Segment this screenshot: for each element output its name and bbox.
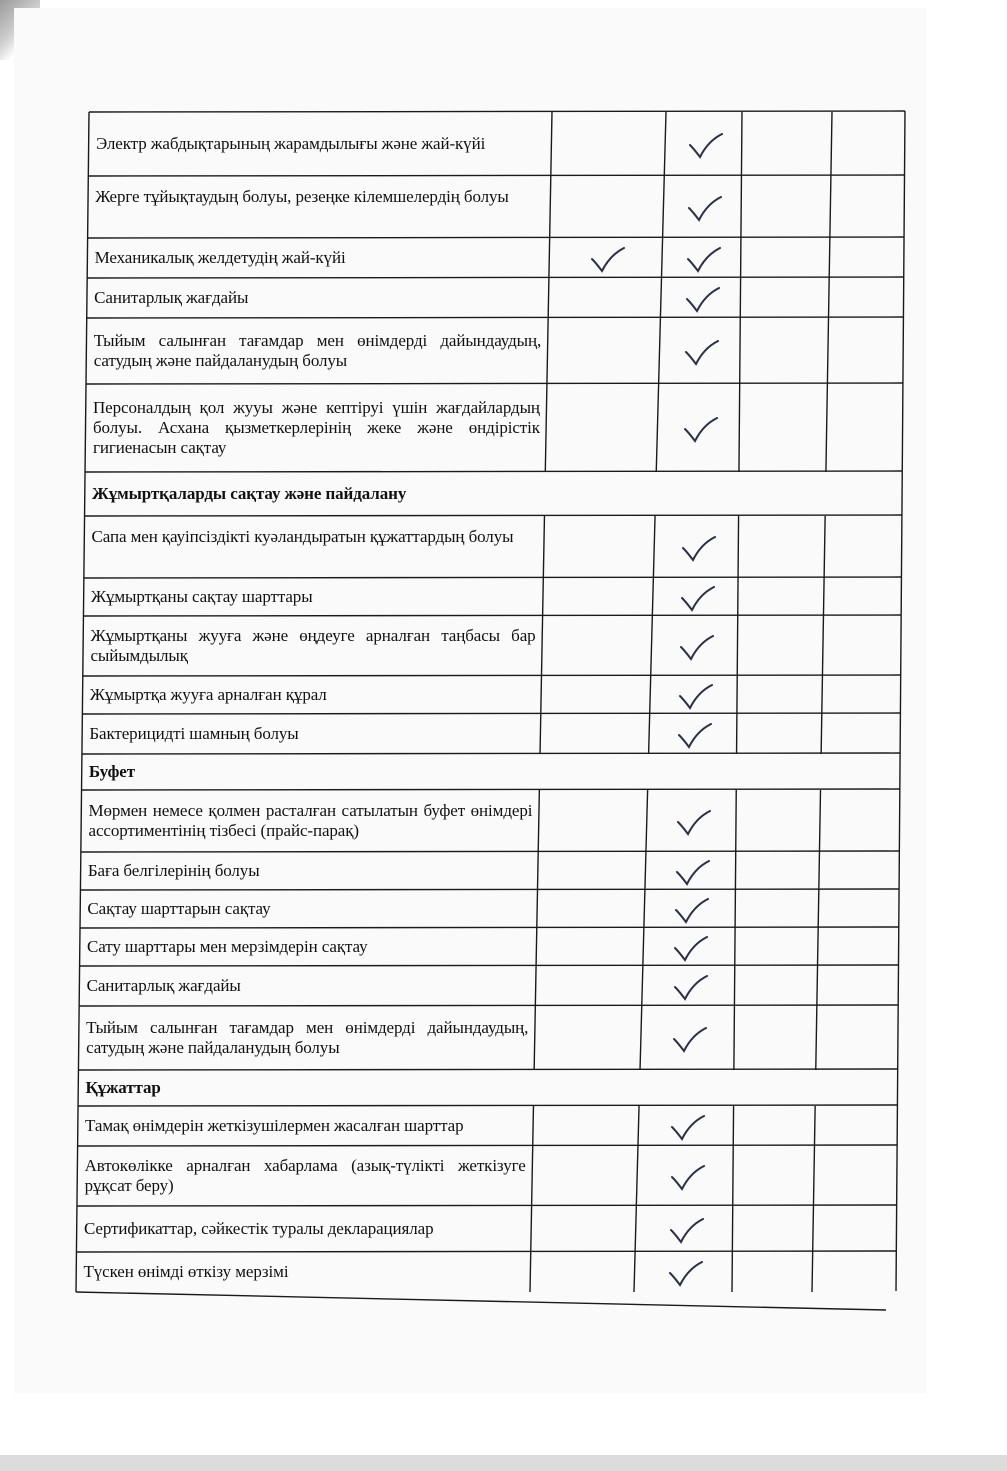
item-label: Автокөлікке арналған хабарлама (азық-түлікті жеткізуге рұқсат беру) <box>84 1156 526 1195</box>
column-border <box>643 928 644 966</box>
column-border <box>636 1146 638 1206</box>
column-border <box>538 790 539 852</box>
column-border <box>640 1006 642 1070</box>
row-border <box>79 1005 898 1006</box>
item-label: Баға белгілерінің болуы <box>87 861 260 880</box>
column-border <box>547 318 548 384</box>
table-bottom-border <box>76 1292 886 1310</box>
column-border <box>817 966 818 1006</box>
column-border <box>537 890 538 928</box>
section-heading: Құжаттар <box>85 1078 161 1097</box>
column-border <box>824 516 825 578</box>
row-border <box>80 927 899 928</box>
column-border <box>819 852 820 890</box>
row-border <box>85 515 902 516</box>
column-border <box>741 176 742 238</box>
left-border <box>84 516 85 578</box>
column-border <box>827 318 828 384</box>
check-mark-icon <box>674 898 710 924</box>
column-border <box>814 1106 815 1146</box>
column-border <box>818 928 819 966</box>
item-label: Тамақ өнімдерін жеткізушілермен жасалған шарттар <box>85 1116 464 1135</box>
column-border <box>534 1006 535 1070</box>
column-border <box>653 516 655 578</box>
item-label: Жұмыртқаны сақтау шарттары <box>90 587 313 606</box>
column-border <box>551 112 552 176</box>
check-mark-icon <box>679 635 715 661</box>
left-border <box>83 616 84 676</box>
row-border <box>81 851 900 852</box>
check-mark-icon <box>677 723 713 749</box>
row-border <box>83 615 901 616</box>
item-label: Жұмыртқа жууға арналған құрал <box>89 685 327 704</box>
row-border <box>80 889 899 890</box>
column-border <box>819 790 820 852</box>
column-border <box>646 790 648 852</box>
check-mark-icon <box>683 417 719 443</box>
column-border <box>545 384 547 472</box>
column-border <box>813 1146 814 1206</box>
row-border <box>85 471 902 472</box>
column-border <box>656 384 658 472</box>
check-mark-icon <box>685 287 721 313</box>
column-border <box>651 616 653 676</box>
check-mark-icon <box>681 536 717 562</box>
section-heading: Буфет <box>88 762 135 781</box>
item-label: Санитарлық жағдайы <box>94 288 249 307</box>
column-border <box>540 714 541 754</box>
row-border <box>78 1069 897 1070</box>
item-label: Мөрмен немесе қолмен расталған сатылатын буфет өнімдері ассортиментінің тізбесі (прайс-парақ) <box>88 801 533 840</box>
column-border <box>812 1252 813 1292</box>
left-border <box>77 1146 78 1206</box>
column-border <box>650 676 651 714</box>
left-border <box>78 1006 79 1070</box>
column-border <box>739 384 740 472</box>
column-border <box>659 318 661 384</box>
left-border <box>88 112 89 176</box>
section-heading: Жұмыртқаларды сақтау және пайдалану <box>92 484 407 503</box>
row-border <box>82 713 900 714</box>
column-border <box>645 852 646 890</box>
column-border <box>549 238 550 278</box>
column-border <box>734 1006 735 1070</box>
column-border <box>533 1106 534 1146</box>
column-border <box>818 890 819 928</box>
column-border <box>826 384 827 472</box>
right-border <box>903 317 904 383</box>
column-border <box>536 928 537 966</box>
item-label: Сату шарттары мен мерзімдерін сақтау <box>87 937 368 956</box>
check-mark-icon <box>669 1218 705 1244</box>
left-border <box>86 318 87 384</box>
check-mark-icon <box>688 133 724 159</box>
item-label: Жерге тұйықтаудың болуы, резеңке кілемшелердің болуы <box>95 187 509 206</box>
check-mark-icon <box>670 1165 706 1191</box>
item-label: Бактерицидті шамның болуы <box>89 724 299 743</box>
left-border <box>85 384 86 472</box>
column-border <box>543 516 544 578</box>
item-label: Сақтау шарттарын сақтау <box>87 899 271 918</box>
column-border <box>661 238 662 278</box>
check-mark-icon <box>678 684 714 710</box>
row-border <box>82 753 900 754</box>
item-label: Тыйым салынған тағамдар мен өнімдерді дайындаудың, сатудың және пайдаланудың болуы <box>86 1018 529 1057</box>
item-label: Сертификаттар, сәйкестік туралы декларациялар <box>83 1219 434 1238</box>
item-label: Электр жабдықтарының жарамдылығы және жай-күйі <box>96 134 486 153</box>
row-border <box>89 111 905 112</box>
column-border <box>532 1146 533 1206</box>
left-border <box>88 176 89 238</box>
row-border <box>87 317 904 318</box>
column-border <box>550 176 551 238</box>
column-border <box>664 112 666 176</box>
column-border <box>823 578 824 616</box>
row-border <box>76 1251 896 1252</box>
column-border <box>736 790 737 852</box>
item-label: Персоналдың қол жууы және кептіруі үшін жағдайлардың болуы. Асхана қызметкерлерінің жеке және өндірістік гигиенасын сақтау <box>93 398 540 457</box>
check-mark-icon <box>680 586 716 612</box>
check-mark-icon <box>686 247 722 273</box>
column-border <box>830 176 831 238</box>
check-mark-icon <box>672 1027 708 1053</box>
column-border <box>813 1206 814 1252</box>
item-label: Түскен өнімді өткізу мерзімі <box>83 1262 289 1281</box>
left-border <box>81 790 82 852</box>
item-label: Сапа мен қауіпсіздікті куәландыратын құжаттардың болуы <box>91 527 514 546</box>
check-mark-icon <box>676 810 712 836</box>
column-border <box>829 238 830 278</box>
check-mark-icon <box>670 1115 706 1141</box>
column-border <box>737 616 738 676</box>
column-border <box>821 714 822 754</box>
column-border <box>831 112 832 176</box>
row-border <box>84 577 902 578</box>
check-mark-icon <box>668 1261 704 1287</box>
row-border <box>78 1105 897 1106</box>
column-border <box>663 176 665 238</box>
row-border <box>80 965 899 966</box>
row-border <box>88 175 904 176</box>
check-mark-icon <box>675 860 711 886</box>
right-border <box>902 383 903 471</box>
check-mark-icon <box>673 975 709 1001</box>
item-label: Жұмыртқаны жууға және өңдеуге арналған таңбасы бар сыйымдылық <box>90 626 536 665</box>
column-border <box>635 1206 636 1252</box>
item-label: Механикалық желдетудің жай-күйі <box>94 248 346 267</box>
item-label: Тыйым салынған тағамдар мен өнімдерді дайындаудың, сатудың және пайдаланудың болуы <box>93 331 542 370</box>
column-border <box>541 676 542 714</box>
row-border <box>77 1205 897 1206</box>
column-border <box>649 714 650 754</box>
check-mark-icon <box>590 247 626 273</box>
column-border <box>740 318 741 384</box>
column-border <box>642 966 643 1006</box>
column-border <box>816 1006 817 1070</box>
column-border <box>741 112 742 176</box>
column-border <box>822 616 823 676</box>
column-border <box>638 1106 639 1146</box>
column-border <box>634 1252 635 1292</box>
check-mark-icon <box>684 340 720 366</box>
row-border <box>86 383 903 384</box>
column-border <box>535 966 536 1006</box>
column-border <box>829 278 830 318</box>
row-border <box>82 789 900 790</box>
column-border <box>733 1146 734 1206</box>
column-border <box>531 1206 532 1252</box>
column-border <box>738 516 739 578</box>
column-border <box>537 852 538 890</box>
column-border <box>822 676 823 714</box>
column-border <box>652 578 653 616</box>
column-border <box>541 616 542 676</box>
column-border <box>644 890 645 928</box>
column-border <box>660 278 661 318</box>
check-mark-icon <box>673 936 709 962</box>
column-border <box>543 578 544 616</box>
row-border <box>88 237 904 238</box>
item-label: Санитарлық жағдайы <box>86 976 241 995</box>
row-border <box>78 1145 898 1146</box>
column-border <box>548 278 549 318</box>
column-border <box>530 1252 531 1292</box>
row-border <box>83 675 901 676</box>
row-border <box>87 277 904 278</box>
check-mark-icon <box>687 196 723 222</box>
left-border <box>76 1206 77 1252</box>
